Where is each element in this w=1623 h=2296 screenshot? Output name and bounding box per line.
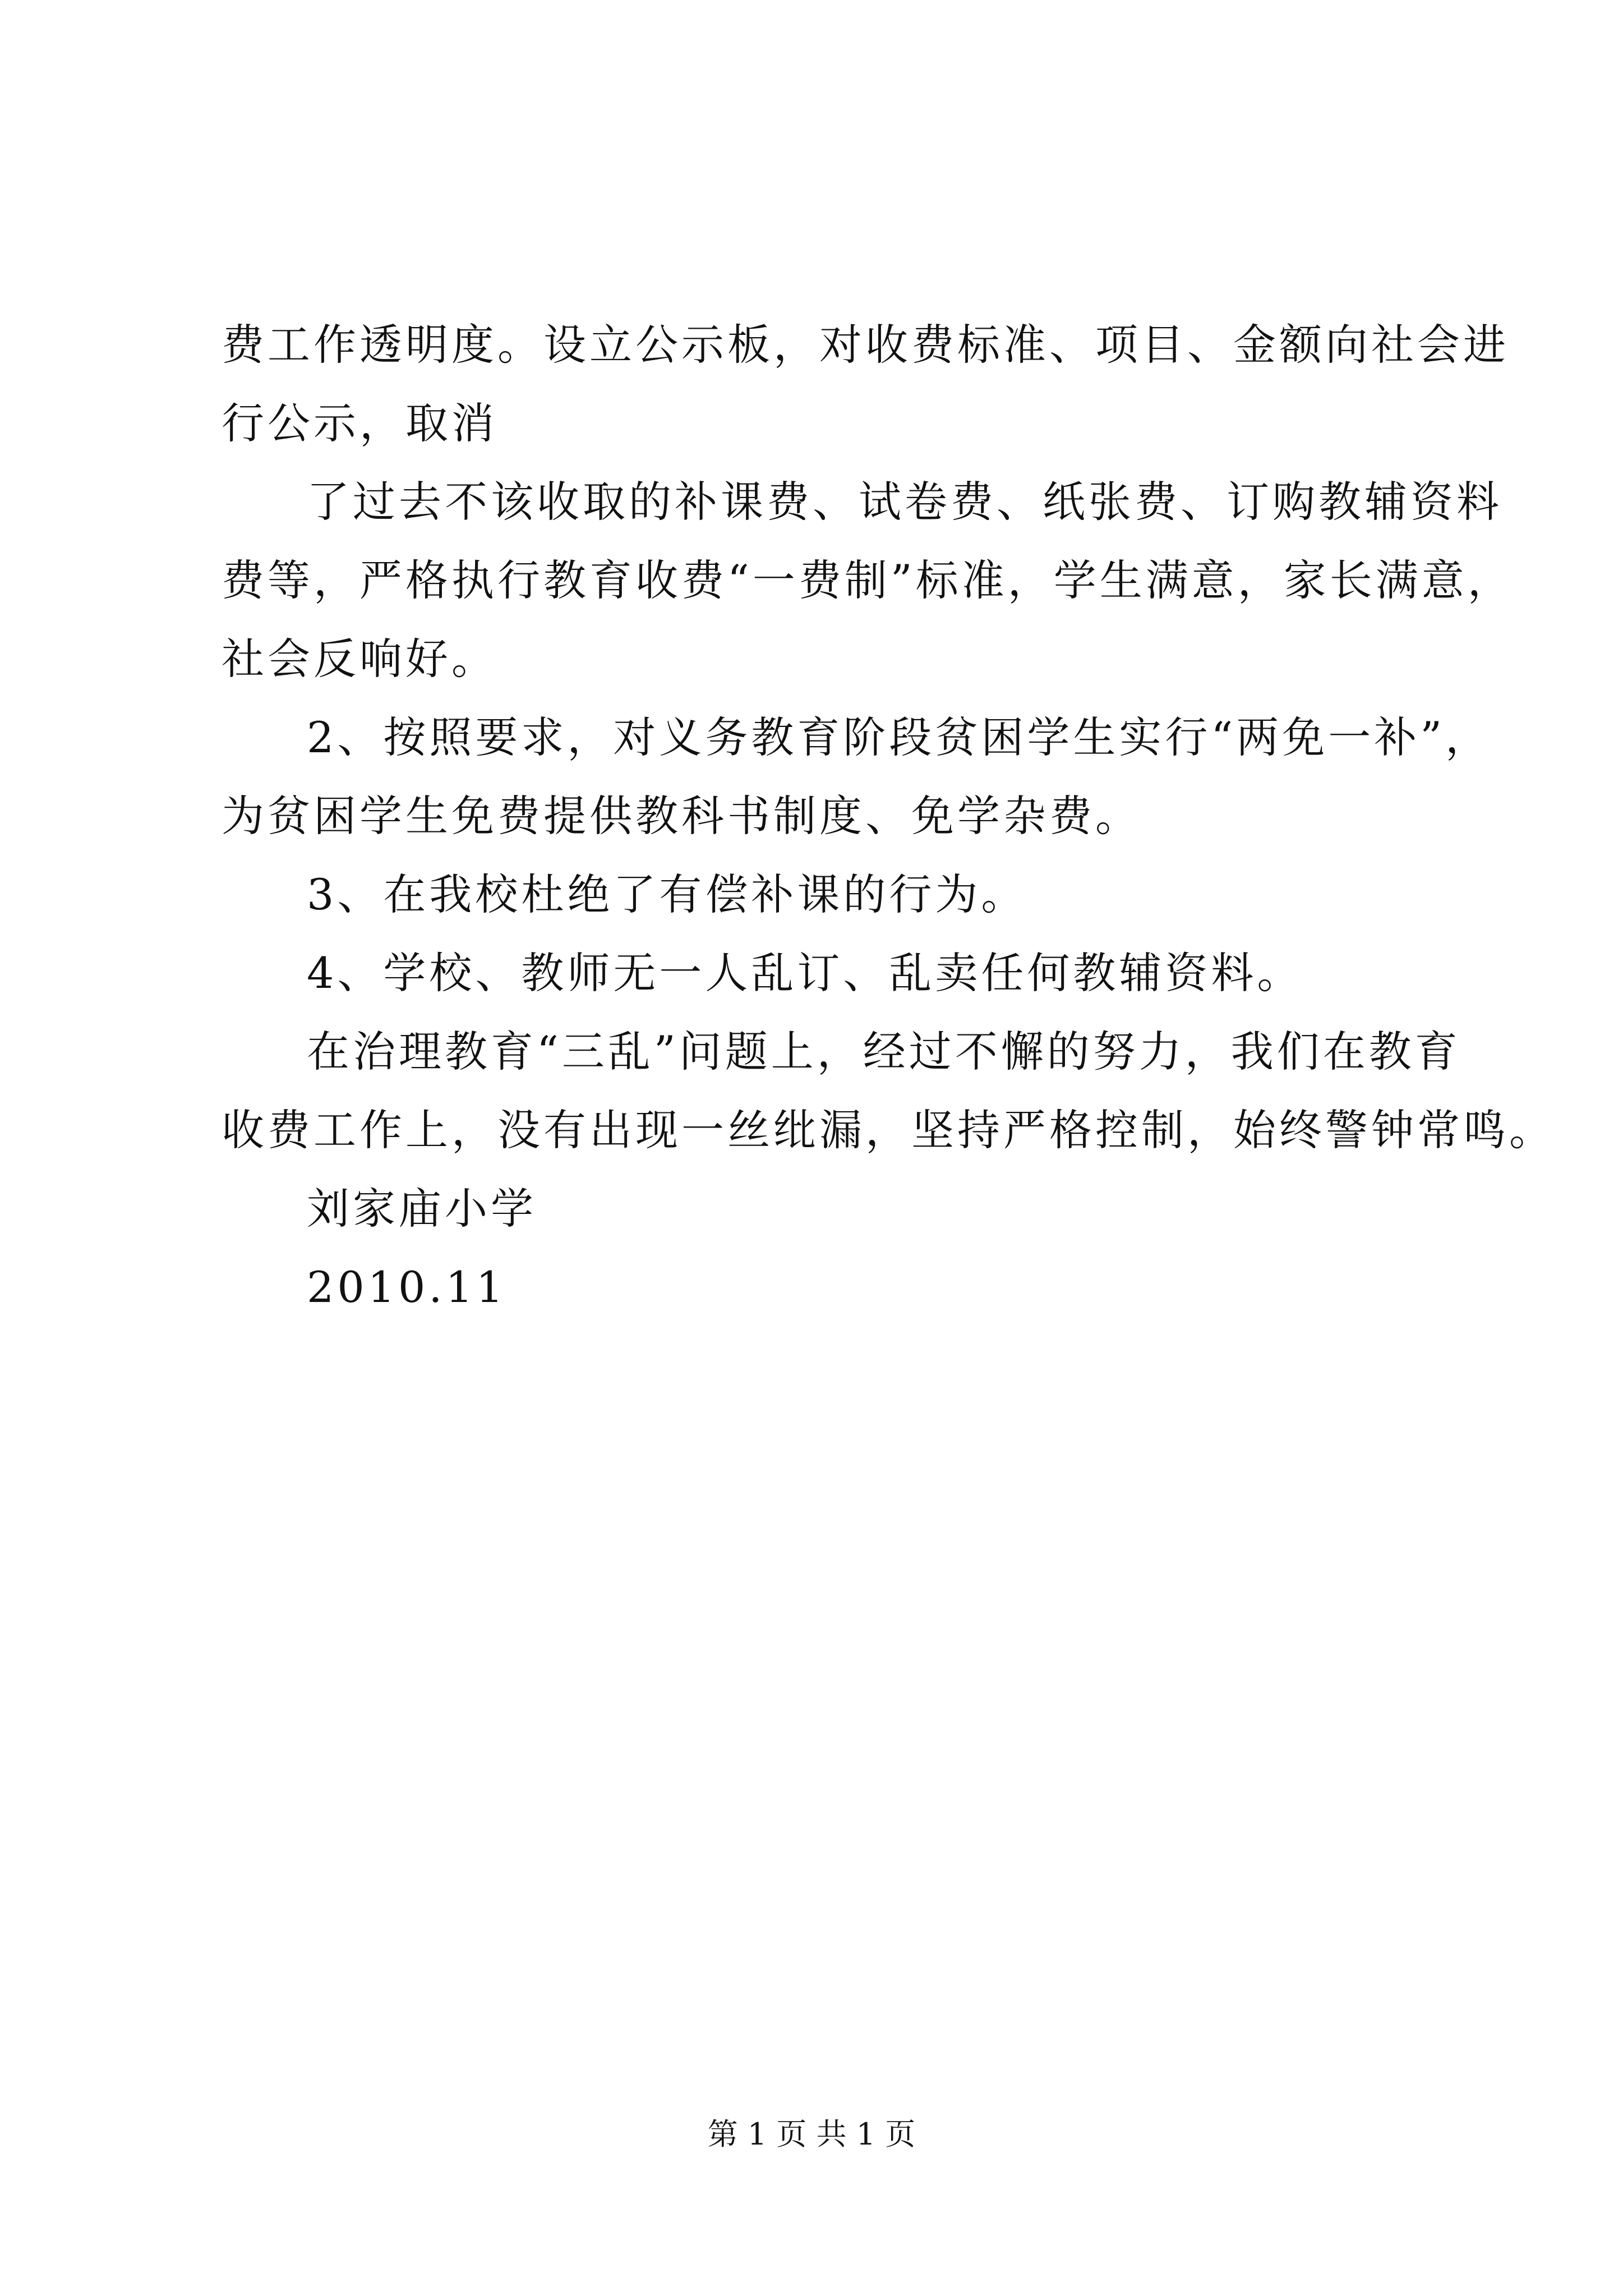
paragraph-line: 收费工作上，没有出现一丝纰漏，坚持严格控制，始终警钟常鸣。: [222, 1105, 1555, 1155]
paragraph-line: 行公示，取消: [222, 398, 497, 448]
paragraph-line: 在治理教育“三乱”问题上，经过不懈的努力，我们在教育: [307, 1027, 1461, 1076]
paragraph-line: 了过去不该收取的补课费、试卷费、纸张费、订购教辅资料: [307, 477, 1502, 527]
document-body: [222, 306, 1555, 1327]
paragraph-line: 3、在我校杜绝了有偿补课的行为。: [307, 869, 1027, 919]
paragraph-line: 费等，严格执行教育收费“一费制”标准，学生满意，家长满意，: [222, 555, 1514, 605]
paragraph-line: 为贫困学生免费提供教科书制度、免学杂费。: [222, 791, 1141, 841]
page-footer: [0, 2115, 1623, 2154]
paragraph-line: 2、按照要求，对义务教育阶段贫困学生实行“两免一补”，: [307, 712, 1492, 762]
paragraph-line: 费工作透明度。设立公示板，对收费标准、项目、金额向社会进: [222, 320, 1509, 370]
page-number: 第 1 页 共 1 页: [707, 2116, 916, 2152]
signature-date: 2010.11: [307, 1262, 507, 1312]
paragraph-line: 社会反响好。: [222, 634, 497, 684]
paragraph-line: 4、学校、教师无一人乱订、乱卖任何教辅资料。: [307, 948, 1303, 998]
signature-organization: 刘家庙小学: [307, 1184, 537, 1234]
